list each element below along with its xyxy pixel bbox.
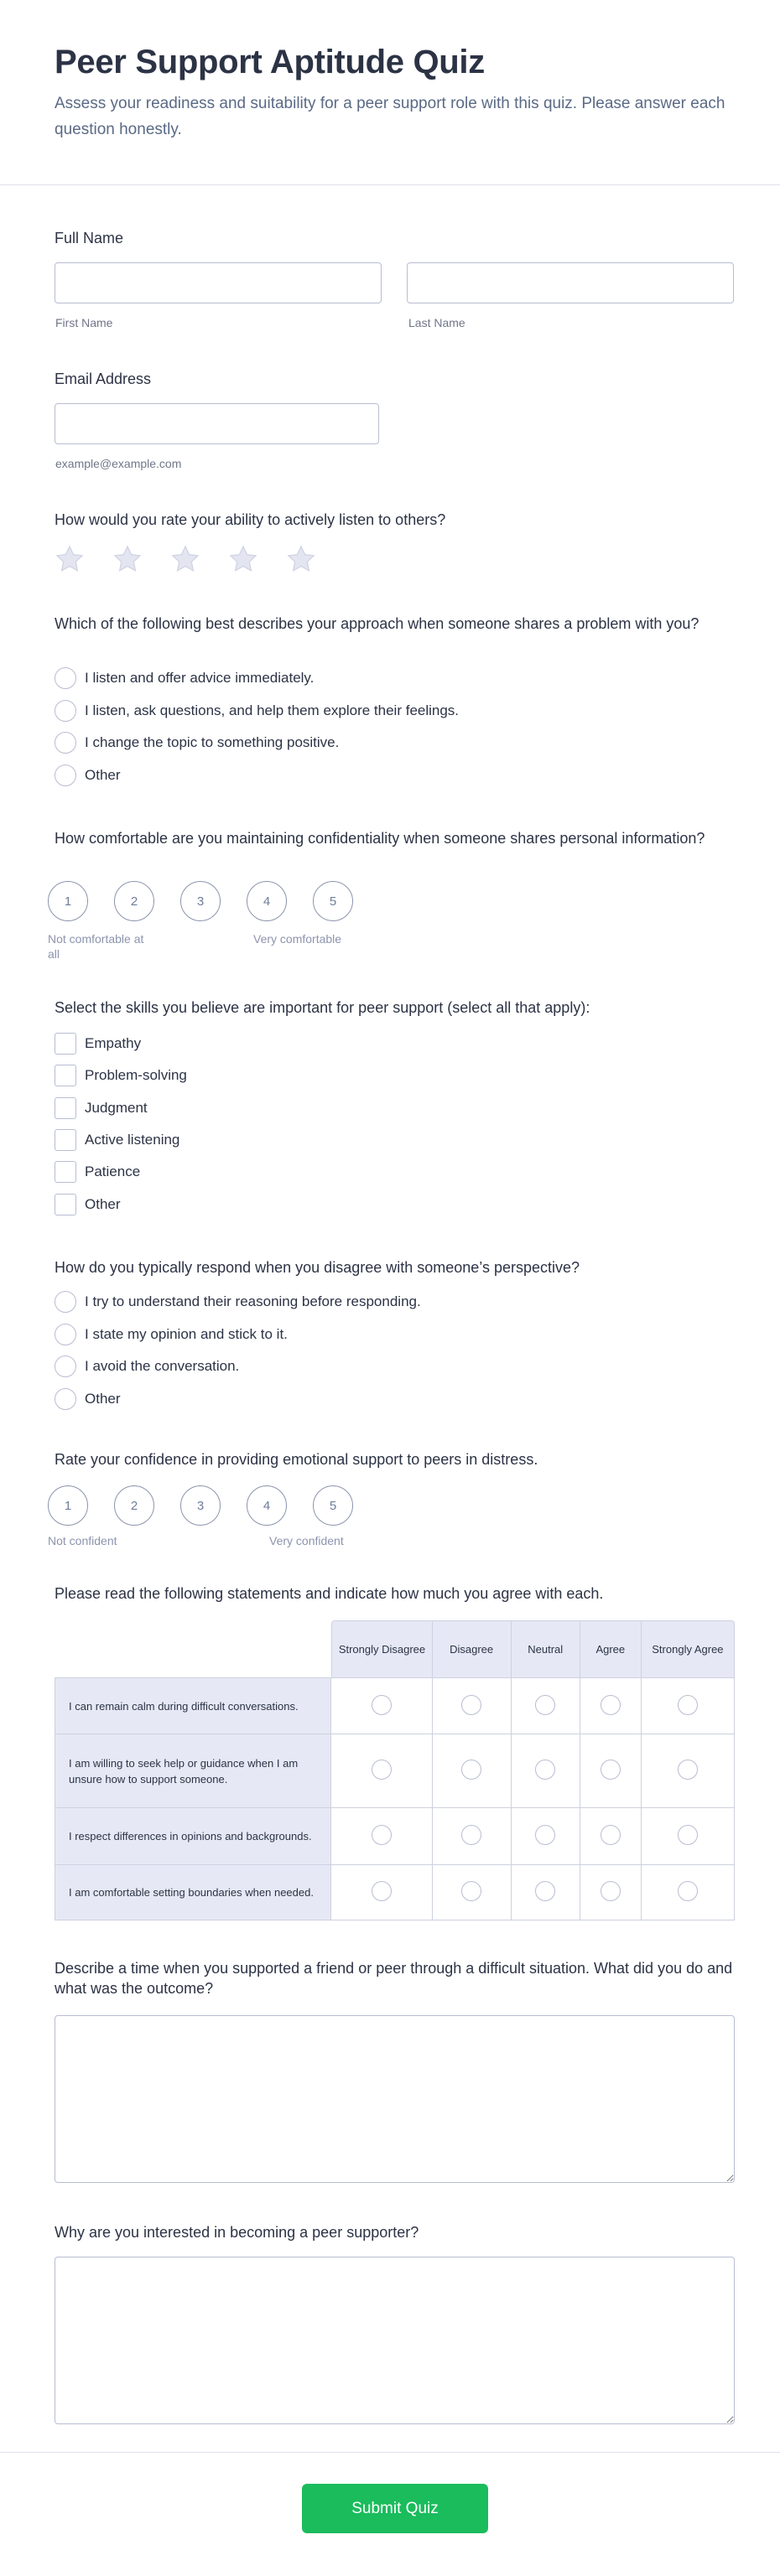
q2-option-label: I listen and offer advice immediately. (85, 670, 315, 686)
radio-button[interactable] (55, 667, 76, 689)
matrix-radio[interactable] (678, 1881, 698, 1901)
matrix-radio[interactable] (461, 1695, 481, 1715)
q3-scale-option[interactable]: 2 (114, 881, 154, 921)
radio-button[interactable] (55, 765, 76, 786)
matrix-cell (331, 1808, 432, 1865)
star-icon[interactable] (54, 543, 86, 575)
matrix-radio[interactable] (461, 1760, 481, 1780)
star-icon[interactable] (227, 543, 259, 575)
matrix-radio[interactable] (601, 1695, 621, 1715)
matrix-cell (580, 1734, 642, 1808)
matrix-cell (512, 1865, 580, 1920)
matrix-radio[interactable] (601, 1881, 621, 1901)
q4-label: Select the skills you believe are important for peer support (select all that apply): (55, 999, 590, 1016)
matrix-row (55, 1808, 735, 1865)
q4-option[interactable] (55, 1129, 179, 1151)
q6-label: Rate your confidence in providing emotional support to peers in distress. (55, 1451, 538, 1468)
q3-label: How comfortable are you maintaining confidentiality when someone shares personal information? (55, 830, 705, 847)
matrix-row (55, 1734, 735, 1808)
checkbox[interactable] (55, 1033, 76, 1055)
matrix-radio[interactable] (678, 1760, 698, 1780)
full-name-label: Full Name (55, 230, 124, 246)
q5-option-label: I avoid the conversation. (85, 1358, 240, 1374)
matrix-corner (55, 1620, 331, 1677)
q4-option[interactable] (55, 1161, 140, 1183)
email-sublabel: example@example.com (55, 457, 182, 470)
q2-label: Which of the following best describes your approach when someone shares a problem with you? (55, 615, 699, 632)
q3-scale-option[interactable]: 5 (313, 881, 353, 921)
matrix-cell (642, 1677, 735, 1734)
matrix-cell (512, 1677, 580, 1734)
star-icon[interactable] (285, 543, 317, 575)
q5-option[interactable] (55, 1324, 288, 1345)
q3-scale-option[interactable]: 3 (180, 881, 221, 921)
agreement-matrix (55, 1620, 735, 1920)
q5-option-label: Other (85, 1390, 121, 1407)
q5-option[interactable] (55, 1291, 421, 1313)
matrix-cell (642, 1865, 735, 1920)
checkbox[interactable] (55, 1129, 76, 1151)
q4-option[interactable] (55, 1033, 141, 1055)
q3-scale-option[interactable]: 1 (48, 881, 88, 921)
q8-label: Describe a time when you supported a friend or peer through a difficult situation. What did you do and what was the outcome? (55, 1960, 733, 1997)
matrix-radio[interactable] (601, 1760, 621, 1780)
matrix-radio[interactable] (372, 1881, 392, 1901)
page-subtitle: Assess your readiness and suitability for a peer support role with this quiz. Please answer each question honestly. (55, 95, 725, 138)
q6-scale-option[interactable]: 3 (180, 1485, 221, 1526)
q4-option-label: Other (85, 1195, 121, 1212)
q3-max-label: Very comfortable (253, 932, 342, 946)
checkbox[interactable] (55, 1097, 76, 1119)
radio-button[interactable] (55, 1291, 76, 1313)
q6-scale-option[interactable]: 2 (114, 1485, 154, 1526)
matrix-cell (580, 1808, 642, 1865)
q2-option[interactable] (55, 700, 459, 722)
first-name-input[interactable] (55, 262, 382, 303)
radio-button[interactable] (55, 1388, 76, 1410)
matrix-column-header: Strongly Agree (642, 1620, 735, 1677)
q7-label: Please read the following statements and indicate how much you agree with each. (55, 1585, 604, 1602)
matrix-cell (433, 1865, 512, 1920)
matrix-radio[interactable] (372, 1695, 392, 1715)
radio-button[interactable] (55, 1324, 76, 1345)
q1-label: How would you rate your ability to actively listen to others? (55, 511, 446, 528)
q2-option-label: Other (85, 766, 121, 783)
q2-option[interactable] (55, 667, 314, 689)
q5-option[interactable] (55, 1388, 121, 1410)
matrix-cell (512, 1734, 580, 1808)
q4-option-label: Problem-solving (85, 1067, 187, 1084)
q6-max-label: Very confident (269, 1534, 344, 1547)
q4-option[interactable] (55, 1097, 148, 1119)
matrix-radio[interactable] (535, 1825, 555, 1845)
matrix-column-header: Disagree (433, 1620, 512, 1677)
header-divider (0, 184, 780, 185)
matrix-column-header: Neutral (512, 1620, 580, 1677)
matrix-radio[interactable] (535, 1881, 555, 1901)
matrix-radio[interactable] (678, 1825, 698, 1845)
matrix-radio[interactable] (601, 1825, 621, 1845)
q2-option-label: I change the topic to something positive. (85, 734, 340, 750)
star-icon[interactable] (169, 543, 201, 575)
footer-divider (0, 2452, 780, 2453)
q4-option[interactable] (55, 1065, 187, 1086)
matrix-cell (512, 1808, 580, 1865)
q3-scale-option[interactable]: 4 (247, 881, 287, 921)
q6-min-label: Not confident (48, 1534, 117, 1547)
q9-textarea[interactable] (55, 2257, 735, 2424)
q4-option-label: Active listening (85, 1131, 180, 1148)
radio-button[interactable] (55, 1355, 76, 1377)
checkbox[interactable] (55, 1161, 76, 1183)
q2-option[interactable] (55, 732, 339, 754)
radio-button[interactable] (55, 700, 76, 722)
page-title: Peer Support Aptitude Quiz (55, 44, 485, 80)
q5-option-label: I state my opinion and stick to it. (85, 1325, 288, 1342)
matrix-row-label: I am comfortable setting boundaries when needed. (55, 1865, 331, 1920)
matrix-radio[interactable] (535, 1760, 555, 1780)
matrix-cell (331, 1677, 432, 1734)
checkbox[interactable] (55, 1065, 76, 1086)
matrix-radio[interactable] (461, 1881, 481, 1901)
matrix-radio[interactable] (372, 1825, 392, 1845)
matrix-radio[interactable] (461, 1825, 481, 1845)
star-icon[interactable] (112, 543, 143, 575)
matrix-row-label: I can remain calm during difficult conversations. (55, 1677, 331, 1734)
q4-option[interactable] (55, 1194, 121, 1215)
matrix-radio[interactable] (535, 1695, 555, 1715)
q6-scale-option[interactable]: 1 (48, 1485, 88, 1526)
q9-label: Why are you interested in becoming a peer supporter? (55, 2224, 419, 2241)
last-name-input[interactable] (407, 262, 734, 303)
matrix-cell (331, 1865, 432, 1920)
q5-label: How do you typically respond when you disagree with someone’s perspective? (55, 1259, 580, 1276)
q3-min-label: Not comfortable at all (48, 932, 144, 961)
email-label: Email Address (55, 371, 152, 387)
matrix-column-header: Strongly Disagree (331, 1620, 432, 1677)
matrix-cell (433, 1734, 512, 1808)
matrix-row-label: I am willing to seek help or guidance when I am unsure how to support someone. (55, 1734, 331, 1808)
email-input[interactable] (55, 403, 379, 444)
matrix-cell (642, 1808, 735, 1865)
q4-option-label: Empathy (85, 1035, 142, 1051)
q4-option-label: Judgment (85, 1099, 148, 1116)
matrix-row-label: I respect differences in opinions and backgrounds. (55, 1808, 331, 1865)
matrix-row (55, 1865, 735, 1920)
first-name-sublabel: First Name (55, 316, 113, 329)
matrix-radio[interactable] (678, 1695, 698, 1715)
q6-scale-option[interactable]: 4 (247, 1485, 287, 1526)
matrix-column-header: Agree (580, 1620, 642, 1677)
matrix-cell (580, 1677, 642, 1734)
checkbox[interactable] (55, 1194, 76, 1215)
q6-scale-option[interactable]: 5 (313, 1485, 353, 1526)
q2-option[interactable] (55, 765, 121, 786)
radio-button[interactable] (55, 732, 76, 754)
q4-option-label: Patience (85, 1164, 141, 1180)
q5-option[interactable] (55, 1355, 239, 1377)
q8-textarea[interactable] (55, 2015, 735, 2183)
matrix-cell (433, 1677, 512, 1734)
matrix-cell (580, 1865, 642, 1920)
matrix-row (55, 1677, 735, 1734)
matrix-radio[interactable] (372, 1760, 392, 1780)
matrix-cell (433, 1808, 512, 1865)
q5-option-label: I try to understand their reasoning before responding. (85, 1293, 421, 1309)
last-name-sublabel: Last Name (408, 316, 465, 329)
matrix-cell (331, 1734, 432, 1808)
q2-option-label: I listen, ask questions, and help them explore their feelings. (85, 702, 460, 718)
matrix-cell (642, 1734, 735, 1808)
submit-button[interactable]: Submit Quiz (302, 2484, 488, 2533)
